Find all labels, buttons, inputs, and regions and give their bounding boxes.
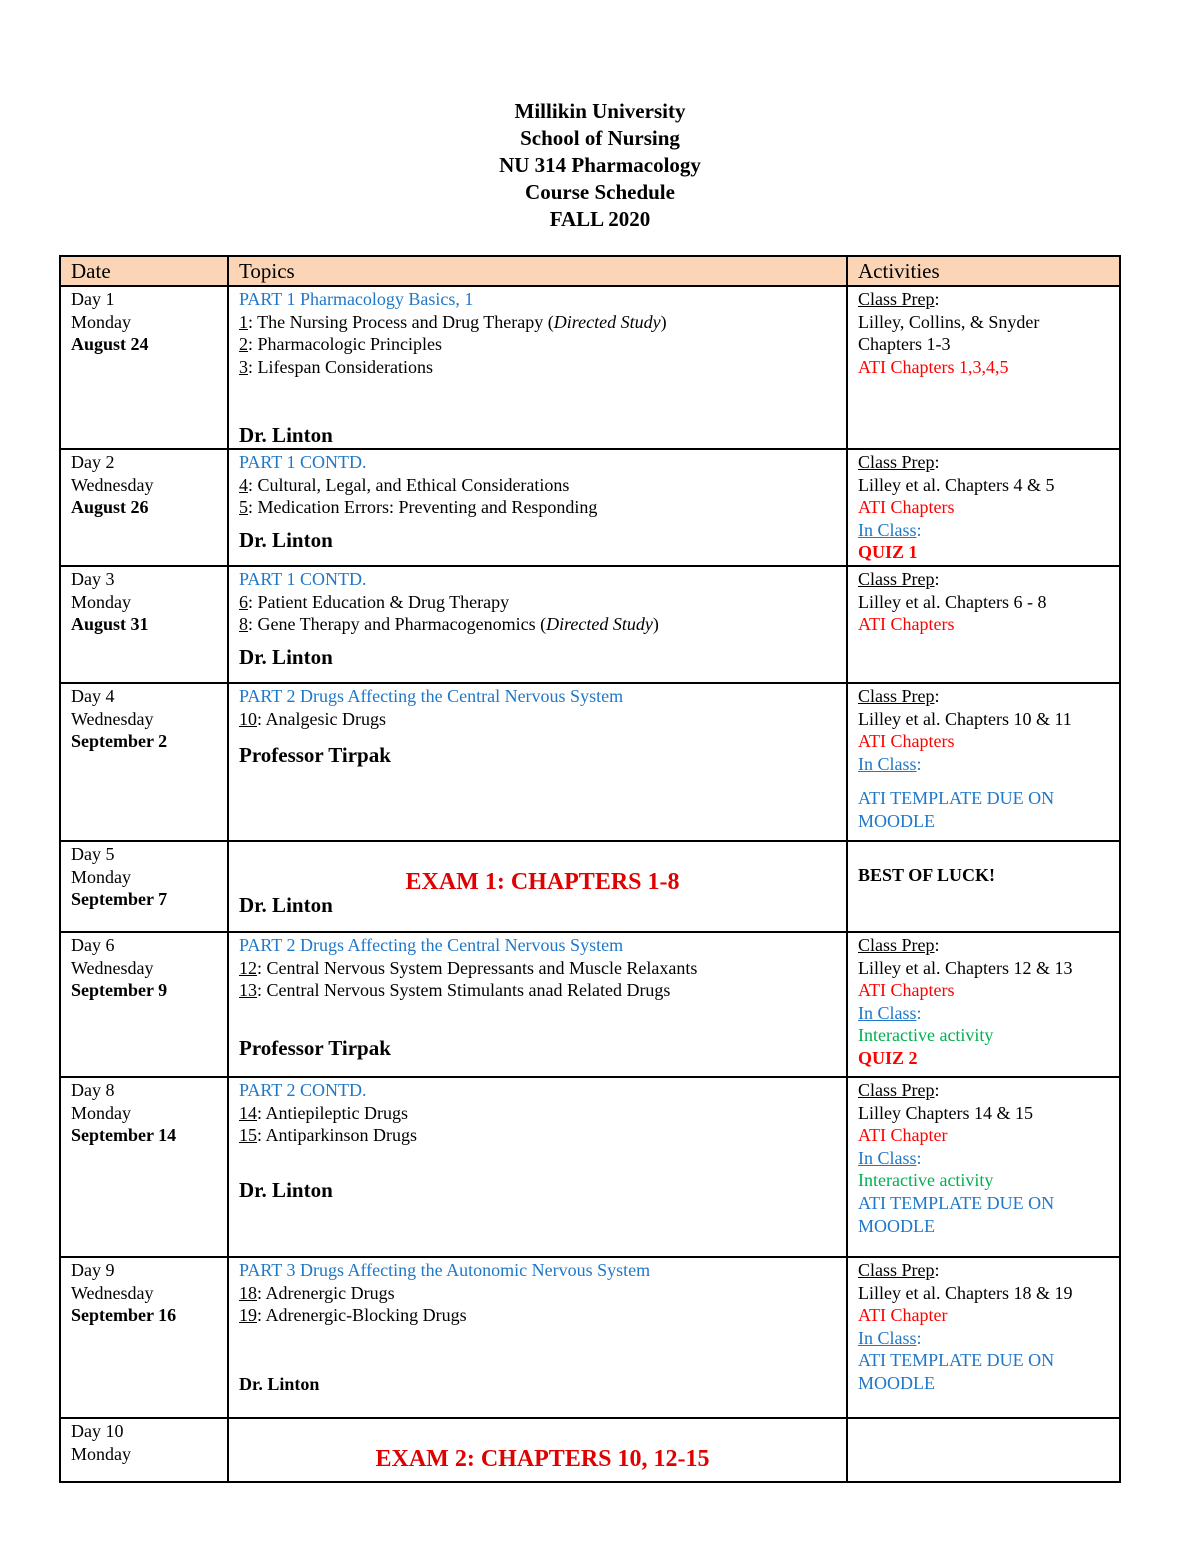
topic-line — [239, 1282, 846, 1305]
day-label: Day 8 — [71, 1080, 115, 1100]
chapter-number: 1 — [239, 311, 248, 332]
instructor-name: Dr. Linton — [239, 644, 333, 669]
instructor-name: Professor Tirpak — [239, 1035, 391, 1060]
topic-text: : Gene Therapy and Pharmacogenomics ( — [248, 614, 547, 635]
best-of-luck: BEST OF LUCK! — [858, 865, 996, 885]
in-class-label: In Class — [858, 1327, 917, 1348]
activities-cell — [847, 566, 1120, 683]
activities-cell — [847, 1077, 1120, 1257]
header-date: Date — [60, 256, 228, 286]
weekday-label: Wednesday — [71, 708, 154, 729]
class-prep-label: Class Prep — [858, 1260, 935, 1280]
ati-chapters: ATI Chapters — [858, 497, 955, 518]
exam-title: EXAM 2: CHAPTERS 10, 12-15 — [375, 1446, 710, 1472]
table-row — [60, 841, 1120, 932]
chapter-number: 3 — [239, 356, 248, 377]
date-label: August 24 — [71, 334, 149, 355]
table-row — [60, 566, 1120, 683]
date-cell — [60, 286, 228, 449]
weekday-label: Monday — [71, 591, 131, 612]
ati-template-due-2: MOODLE — [858, 1215, 935, 1236]
activities-cell — [847, 841, 1120, 932]
reading-assignment: Lilley et al. Chapters 18 & 19 — [858, 1282, 1073, 1303]
course-title: NU 314 Pharmacology — [499, 153, 701, 177]
chapter-number: 14 — [239, 1102, 257, 1123]
class-prep-label: Class Prep — [858, 1080, 935, 1100]
date-cell — [60, 566, 228, 683]
activities-cell — [847, 1257, 1120, 1418]
document-title: Course Schedule — [525, 180, 675, 204]
chapter-number: 19 — [239, 1305, 257, 1326]
topic-text: : The Nursing Process and Drug Therapy ( — [248, 311, 554, 332]
topic-line — [239, 1304, 846, 1327]
colon: : — [934, 935, 940, 955]
ati-chapters: ATI Chapters 1,3,4,5 — [858, 356, 1009, 377]
part-title: PART 1 Pharmacology Basics, 1 — [239, 289, 474, 309]
part-title: PART 2 Drugs Affecting the Central Nervous System — [239, 935, 624, 955]
chapter-number: 13 — [239, 980, 257, 1001]
class-prep-label: Class Prep — [858, 452, 935, 472]
topic-text: : Pharmacologic Principles — [248, 334, 442, 355]
ati-template-due-2: MOODLE — [858, 1372, 935, 1393]
reading-assignment: Lilley et al. Chapters 4 & 5 — [858, 474, 1055, 495]
chapter-number: 2 — [239, 334, 248, 355]
colon: : — [934, 1080, 940, 1100]
exam-title: EXAM 1: CHAPTERS 1-8 — [405, 869, 680, 895]
day-label: Day 4 — [71, 686, 115, 706]
ati-template-due: ATI TEMPLATE DUE ON — [858, 788, 1055, 809]
topics-cell — [228, 449, 847, 566]
instructor-name: Dr. Linton — [239, 1373, 320, 1394]
reading-assignment: Lilley et al. Chapters 10 & 11 — [858, 708, 1072, 729]
topic-italic: Directed Study — [546, 614, 653, 635]
quiz-label: QUIZ 1 — [858, 542, 918, 563]
in-class-label: In Class — [858, 1147, 917, 1168]
date-cell — [60, 1257, 228, 1418]
interactive-activity: Interactive activity — [858, 1025, 994, 1046]
school-name: School of Nursing — [520, 126, 680, 150]
ati-template-due-2: MOODLE — [858, 810, 935, 831]
part-title: PART 2 CONTD. — [239, 1080, 367, 1100]
weekday-label: Monday — [71, 1102, 131, 1123]
chapter-number: 15 — [239, 1125, 257, 1146]
topic-line — [239, 333, 846, 356]
activities-cell — [847, 449, 1120, 566]
reading-assignment: Lilley et al. Chapters 6 - 8 — [858, 591, 1047, 612]
date-label: September 16 — [71, 1305, 177, 1326]
topic-line — [239, 1102, 846, 1125]
ati-chapters: ATI Chapters — [858, 614, 955, 635]
colon: : — [934, 1260, 940, 1280]
date-cell — [60, 1418, 228, 1482]
topics-cell — [228, 1257, 847, 1418]
instructor-name: Dr. Linton — [239, 423, 333, 448]
topic-line — [239, 979, 846, 1002]
instructor-name: Dr. Linton — [239, 892, 333, 917]
topic-text: : Lifespan Considerations — [248, 356, 433, 377]
topic-line — [239, 613, 846, 636]
topic-italic: Directed Study — [553, 311, 661, 332]
ati-chapters: ATI Chapter — [858, 1305, 948, 1326]
topic-line — [239, 957, 846, 980]
topic-line — [239, 708, 846, 731]
chapter-number: 18 — [239, 1282, 257, 1303]
chapter-number: 6 — [239, 591, 248, 612]
date-cell — [60, 449, 228, 566]
day-label: Day 2 — [71, 452, 115, 472]
class-prep-label: Class Prep — [858, 935, 935, 955]
date-label: August 31 — [71, 614, 149, 635]
day-label: Day 6 — [71, 935, 115, 955]
activities-cell — [847, 683, 1120, 841]
table-row — [60, 1418, 1120, 1482]
ati-template-due: ATI TEMPLATE DUE ON — [858, 1350, 1055, 1371]
header-topics: Topics — [228, 256, 847, 286]
date-cell — [60, 841, 228, 932]
topic-text: : Medication Errors: Preventing and Responding — [248, 497, 598, 518]
reading-assignment: Lilley et al. Chapters 12 & 13 — [858, 957, 1073, 978]
university-name: Millikin University — [514, 99, 686, 123]
table-row — [60, 683, 1120, 841]
weekday-label: Monday — [71, 1443, 131, 1464]
topic-line — [239, 311, 846, 334]
chapter-number: 5 — [239, 497, 248, 518]
topics-cell — [228, 566, 847, 683]
ati-template-due: ATI TEMPLATE DUE ON — [858, 1192, 1055, 1213]
colon: : — [934, 289, 940, 309]
colon: : — [916, 519, 922, 540]
document-header — [0, 98, 1200, 233]
in-class-label: In Class — [858, 519, 917, 540]
day-label: Day 1 — [71, 289, 115, 309]
interactive-activity: Interactive activity — [858, 1170, 994, 1191]
colon: : — [916, 1327, 922, 1348]
date-cell — [60, 683, 228, 841]
table-row — [60, 286, 1120, 449]
part-title: PART 1 CONTD. — [239, 452, 367, 472]
weekday-label: Wednesday — [71, 957, 154, 978]
weekday-label: Wednesday — [71, 1282, 154, 1303]
part-title: PART 2 Drugs Affecting the Central Nervous System — [239, 686, 624, 706]
chapter-number: 8 — [239, 614, 248, 635]
colon: : — [916, 1002, 922, 1023]
day-label: Day 3 — [71, 569, 115, 589]
topic-text: : Patient Education & Drug Therapy — [248, 591, 510, 612]
instructor-name: Professor Tirpak — [239, 743, 391, 768]
ati-chapters: ATI Chapters — [858, 731, 955, 752]
day-label: Day 5 — [71, 844, 115, 864]
weekday-label: Monday — [71, 311, 131, 332]
weekday-label: Wednesday — [71, 474, 154, 495]
instructor-name: Dr. Linton — [239, 1177, 333, 1202]
activities-cell — [847, 1418, 1120, 1482]
date-label: September 7 — [71, 889, 168, 910]
date-label: August 26 — [71, 497, 149, 518]
topic-line — [239, 474, 846, 497]
date-label: September 9 — [71, 980, 168, 1001]
class-prep-label: Class Prep — [858, 569, 935, 589]
date-cell — [60, 932, 228, 1077]
topics-cell — [228, 932, 847, 1077]
part-title: PART 1 CONTD. — [239, 569, 367, 589]
topic-end: ) — [652, 614, 659, 635]
topics-cell — [228, 683, 847, 841]
topic-text: : Cultural, Legal, and Ethical Considerations — [248, 474, 570, 495]
topic-text: : Adrenergic-Blocking Drugs — [257, 1305, 467, 1326]
instructor-name: Dr. Linton — [239, 527, 333, 552]
quiz-label: QUIZ 2 — [858, 1047, 918, 1068]
chapter-number: 10 — [239, 708, 257, 729]
colon: : — [916, 1147, 922, 1168]
chapter-number: 12 — [239, 957, 257, 978]
date-label: September 14 — [71, 1125, 177, 1146]
topics-cell — [228, 286, 847, 449]
ati-chapters: ATI Chapter — [858, 1125, 948, 1146]
topic-text: : Analgesic Drugs — [257, 708, 386, 729]
topic-line — [239, 496, 846, 519]
reading-assignment: Lilley Chapters 14 & 15 — [858, 1102, 1033, 1123]
table-row — [60, 449, 1120, 566]
ati-chapters: ATI Chapters — [858, 980, 955, 1001]
topic-line — [239, 591, 846, 614]
colon: : — [934, 686, 940, 706]
reading-assignment-2: Chapters 1-3 — [858, 334, 951, 355]
date-cell — [60, 1077, 228, 1257]
table-row — [60, 932, 1120, 1077]
table-row — [60, 1257, 1120, 1418]
term: FALL 2020 — [549, 207, 651, 231]
in-class-label: In Class — [858, 753, 917, 774]
topic-text: : Central Nervous System Depressants and Muscle Relaxants — [257, 957, 698, 978]
topics-cell — [228, 1077, 847, 1257]
header-activities: Activities — [847, 256, 1120, 286]
reading-assignment: Lilley, Collins, & Snyder — [858, 311, 1040, 332]
colon: : — [934, 569, 940, 589]
class-prep-label: Class Prep — [858, 686, 935, 706]
table-row — [60, 1077, 1120, 1257]
topic-text: : Antiepileptic Drugs — [257, 1102, 408, 1123]
colon: : — [934, 452, 940, 472]
topic-text: : Adrenergic Drugs — [257, 1282, 395, 1303]
activities-cell — [847, 286, 1120, 449]
topic-line — [239, 1124, 846, 1147]
topic-line — [239, 356, 846, 379]
class-prep-label: Class Prep — [858, 289, 935, 309]
weekday-label: Monday — [71, 866, 131, 887]
chapter-number: 4 — [239, 474, 248, 495]
topic-end: ) — [660, 311, 667, 332]
day-label: Day 9 — [71, 1260, 115, 1280]
course-schedule-table — [59, 255, 1121, 1483]
topics-cell — [228, 841, 847, 932]
day-label: Day 10 — [71, 1421, 124, 1441]
topic-text: : Antiparkinson Drugs — [257, 1125, 417, 1146]
topics-cell — [228, 1418, 847, 1482]
date-label: September 2 — [71, 731, 168, 752]
in-class-label: In Class — [858, 1002, 917, 1023]
topic-text: : Central Nervous System Stimulants anad Related Drugs — [257, 980, 671, 1001]
table-header-row — [60, 256, 1120, 286]
part-title: PART 3 Drugs Affecting the Autonomic Nervous System — [239, 1260, 651, 1280]
colon: : — [916, 753, 922, 774]
activities-cell — [847, 932, 1120, 1077]
